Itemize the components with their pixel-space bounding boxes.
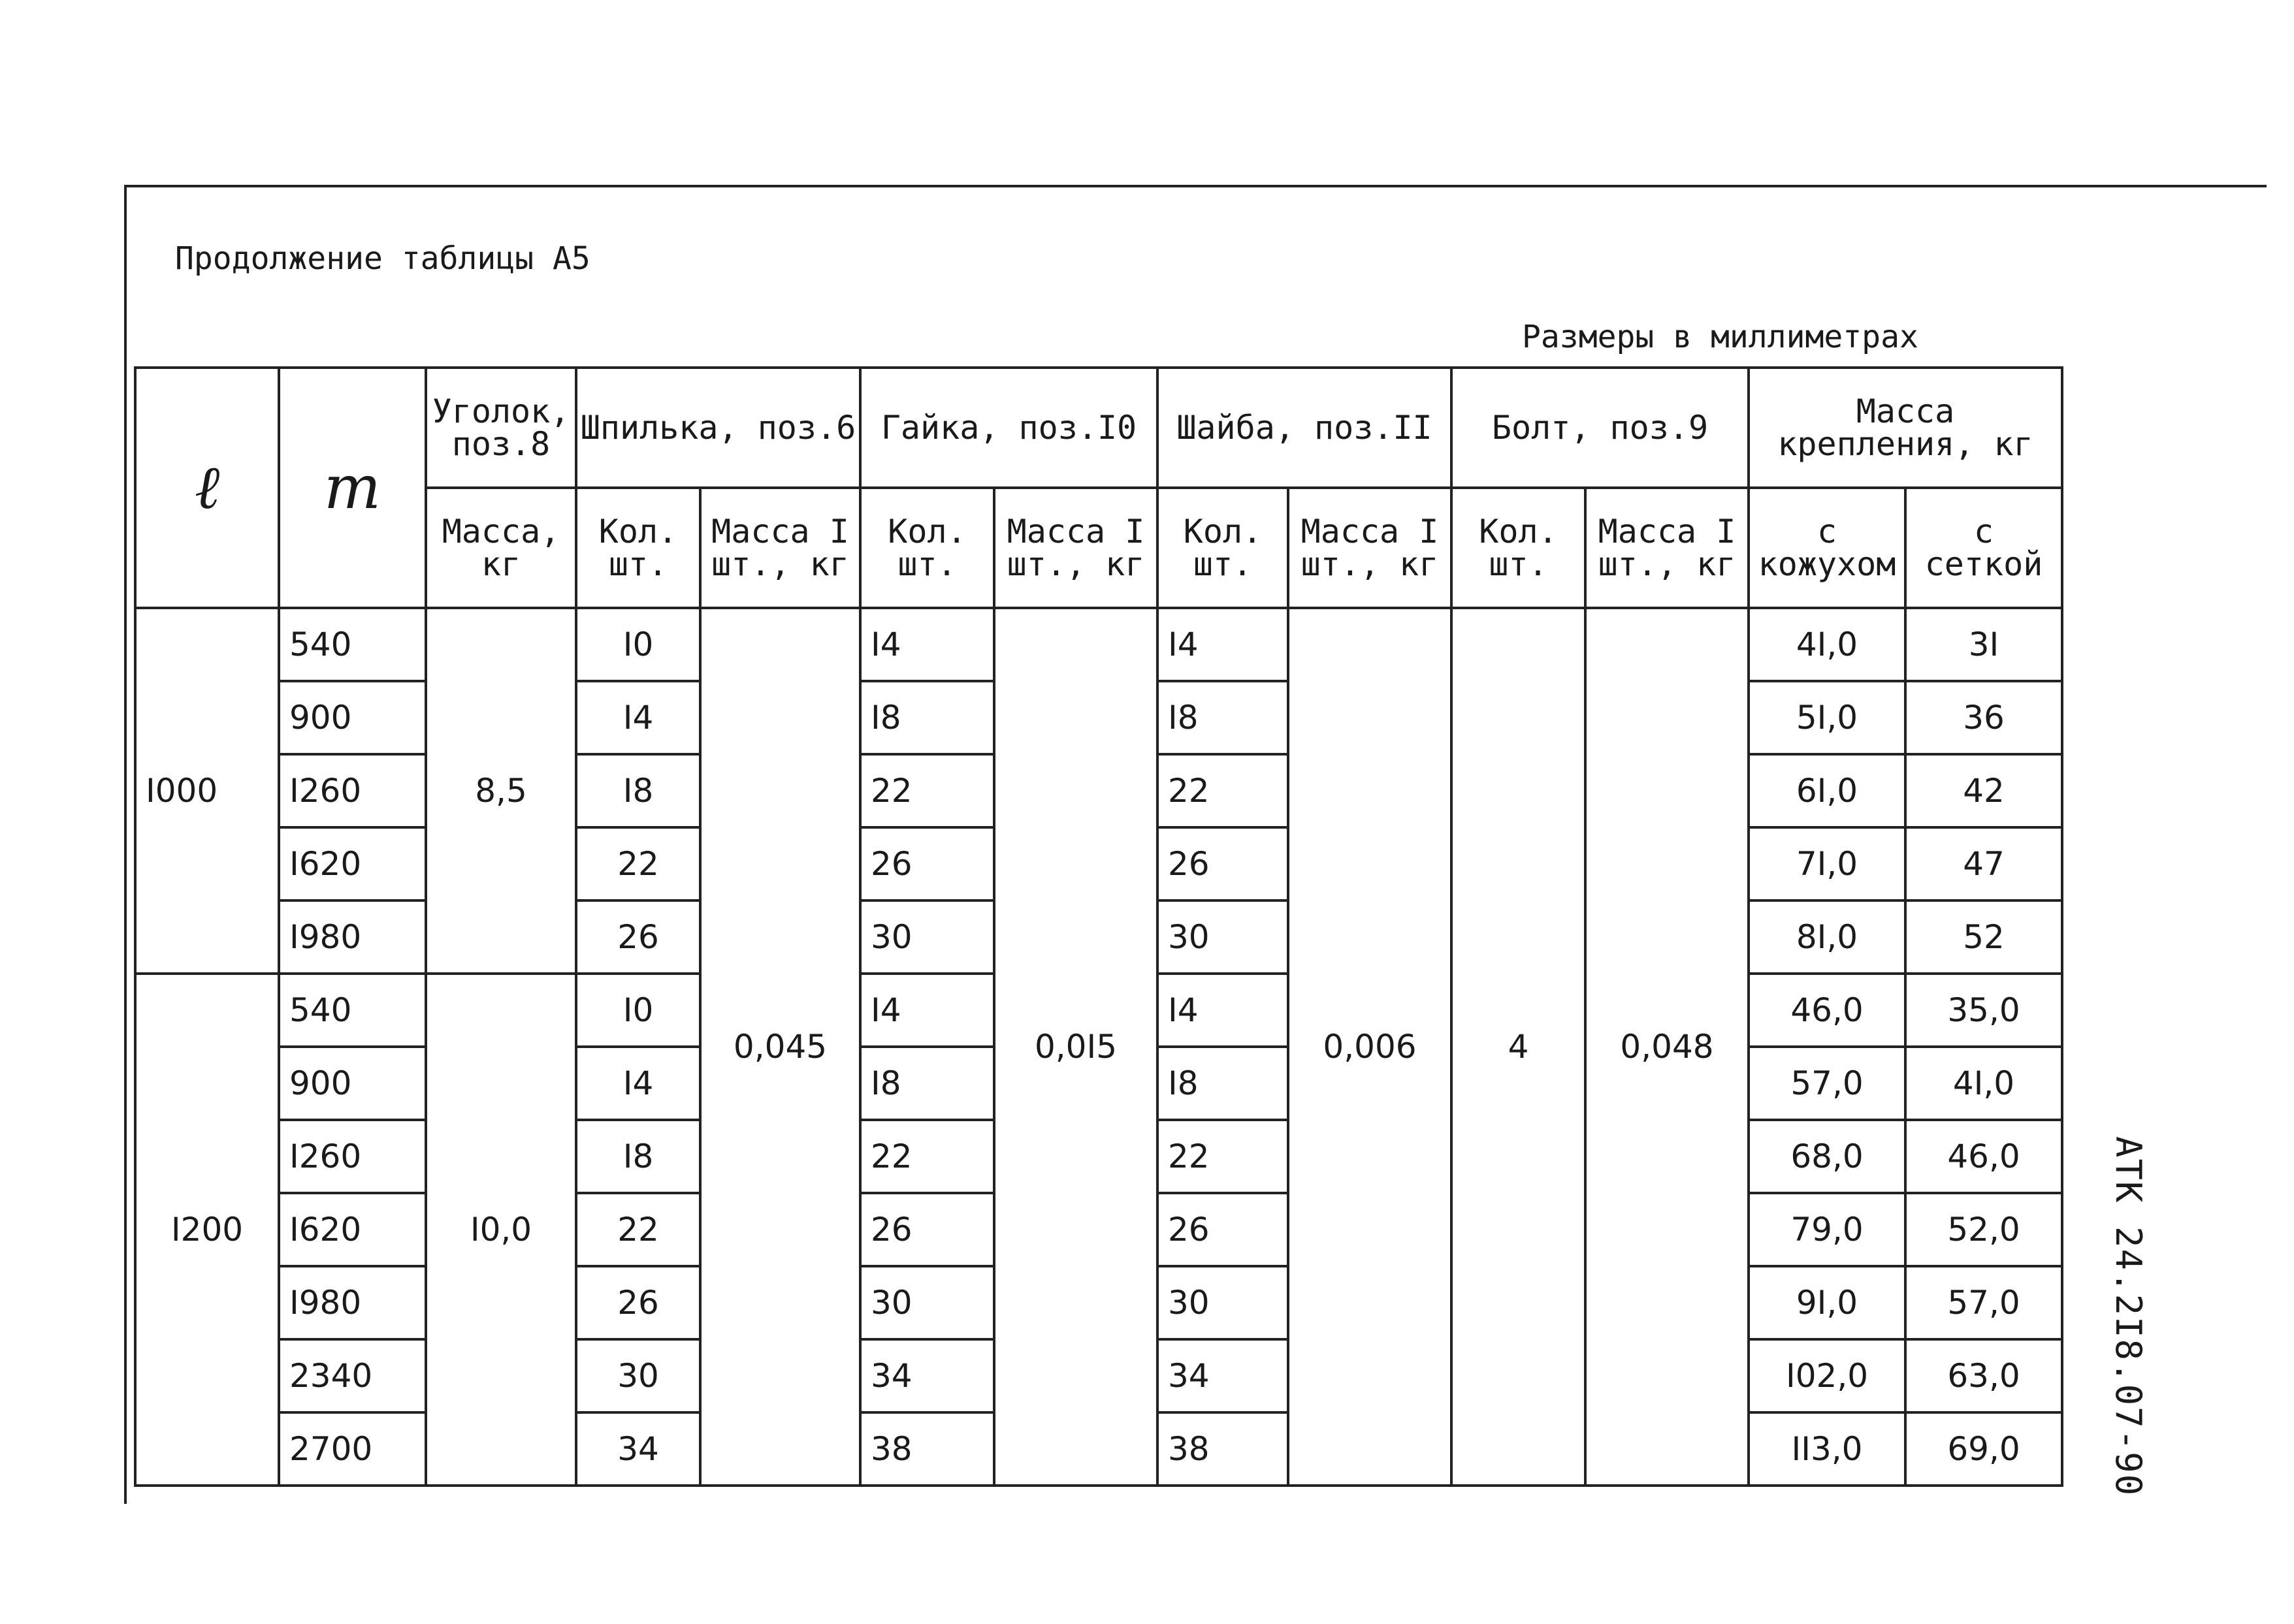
cell-shpilka-kol: 22 xyxy=(576,827,700,900)
cell-shaiba-kol: I8 xyxy=(1157,1047,1288,1120)
table-caption: Продолжение таблицы А5 xyxy=(175,240,590,277)
cell-gaika-kol: 22 xyxy=(860,1120,994,1193)
cell-shaiba-kol: 30 xyxy=(1157,900,1288,974)
cell-ugolok-massa: I0,0 xyxy=(426,974,576,1486)
cell-shpilka-kol: I0 xyxy=(576,608,700,681)
cell-m: 540 xyxy=(279,974,426,1047)
cell-shaiba-kol: I4 xyxy=(1157,608,1288,681)
cell-shpilka-kol: I4 xyxy=(576,1047,700,1120)
header-shpilka: Шпилька, поз.6 xyxy=(576,368,860,488)
cell-s-kozhuhom: 5I,0 xyxy=(1749,681,1905,754)
cell-shaiba-kol: 22 xyxy=(1157,754,1288,827)
table-row xyxy=(135,608,2062,681)
cell-gaika-kol: 38 xyxy=(860,1412,994,1486)
cell-shaiba-kol: 26 xyxy=(1157,827,1288,900)
cell-gaika-kol: I8 xyxy=(860,1047,994,1120)
cell-shaiba-kol: I4 xyxy=(1157,974,1288,1047)
cell-gaika-kol: 26 xyxy=(860,827,994,900)
cell-s-kozhuhom: 8I,0 xyxy=(1749,900,1905,974)
cell-s-setkoj: 57,0 xyxy=(1905,1266,2062,1339)
cell-s-kozhuhom: 57,0 xyxy=(1749,1047,1905,1120)
header-shaiba-massa: Масса I шт., кг xyxy=(1288,488,1451,608)
cell-m: I980 xyxy=(279,900,426,974)
cell-s-kozhuhom: 4I,0 xyxy=(1749,608,1905,681)
cell-shpilka-kol: 34 xyxy=(576,1412,700,1486)
cell-s-kozhuhom: 9I,0 xyxy=(1749,1266,1905,1339)
cell-m: 900 xyxy=(279,1047,426,1120)
cell-s-kozhuhom: II3,0 xyxy=(1749,1412,1905,1486)
cell-shaiba-massa: 0,006 xyxy=(1288,608,1451,1486)
cell-s-kozhuhom: 6I,0 xyxy=(1749,754,1905,827)
cell-gaika-kol: 26 xyxy=(860,1193,994,1266)
cell-l: I000 xyxy=(135,608,279,974)
header-gaika-kol: Кол. шт. xyxy=(860,488,994,608)
header-l: ℓ xyxy=(135,368,279,608)
cell-s-setkoj: 69,0 xyxy=(1905,1412,2062,1486)
header-bolt-kol: Кол. шт. xyxy=(1451,488,1585,608)
cell-m: 540 xyxy=(279,608,426,681)
cell-shaiba-kol: I8 xyxy=(1157,681,1288,754)
cell-shpilka-kol: I8 xyxy=(576,1120,700,1193)
cell-shpilka-kol: I4 xyxy=(576,681,700,754)
header-gaika-massa: Масса I шт., кг xyxy=(994,488,1157,608)
document-code: АТК 24.2I8.07-90 xyxy=(2108,1136,2149,1497)
cell-shaiba-kol: 22 xyxy=(1157,1120,1288,1193)
cell-shpilka-kol: 26 xyxy=(576,1266,700,1339)
cell-s-setkoj: 3I xyxy=(1905,608,2062,681)
cell-gaika-kol: I8 xyxy=(860,681,994,754)
cell-s-setkoj: 46,0 xyxy=(1905,1120,2062,1193)
header-ugolok-massa: Масса, кг xyxy=(426,488,576,608)
cell-s-setkoj: 52,0 xyxy=(1905,1193,2062,1266)
cell-gaika-kol: 30 xyxy=(860,900,994,974)
cell-m: I260 xyxy=(279,1120,426,1193)
cell-s-setkoj: 4I,0 xyxy=(1905,1047,2062,1120)
cell-ugolok-massa: 8,5 xyxy=(426,608,576,974)
cell-m: 2340 xyxy=(279,1339,426,1412)
cell-s-setkoj: 47 xyxy=(1905,827,2062,900)
header-bolt: Болт, поз.9 xyxy=(1451,368,1749,488)
cell-shpilka-kol: 22 xyxy=(576,1193,700,1266)
header-gaika: Гайка, поз.I0 xyxy=(860,368,1157,488)
header-s-kozhuhom: с кожухом xyxy=(1749,488,1905,608)
cell-s-setkoj: 42 xyxy=(1905,754,2062,827)
cell-bolt-kol: 4 xyxy=(1451,608,1585,1486)
cell-shpilka-kol: I0 xyxy=(576,974,700,1047)
frame-top-border xyxy=(124,185,2267,187)
cell-l: I200 xyxy=(135,974,279,1486)
cell-gaika-massa: 0,0I5 xyxy=(994,608,1157,1486)
cell-s-kozhuhom: I02,0 xyxy=(1749,1339,1905,1412)
cell-shaiba-kol: 26 xyxy=(1157,1193,1288,1266)
cell-m: I980 xyxy=(279,1266,426,1339)
header-m: m xyxy=(279,368,426,608)
cell-gaika-kol: 22 xyxy=(860,754,994,827)
cell-s-setkoj: 36 xyxy=(1905,681,2062,754)
cell-m: 900 xyxy=(279,681,426,754)
header-shpilka-kol: Кол. шт. xyxy=(576,488,700,608)
cell-m: 2700 xyxy=(279,1412,426,1486)
header-bolt-massa: Масса I шт., кг xyxy=(1585,488,1749,608)
frame-left-border xyxy=(124,185,127,1504)
cell-s-setkoj: 35,0 xyxy=(1905,974,2062,1047)
cell-gaika-kol: 30 xyxy=(860,1266,994,1339)
header-ugolok: Уголок, поз.8 xyxy=(426,368,576,488)
cell-shpilka-kol: 30 xyxy=(576,1339,700,1412)
cell-s-setkoj: 63,0 xyxy=(1905,1339,2062,1412)
units-note: Размеры в миллиметрах xyxy=(1522,319,1918,355)
cell-shpilka-massa: 0,045 xyxy=(700,608,860,1486)
cell-m: I620 xyxy=(279,827,426,900)
cell-shpilka-kol: I8 xyxy=(576,754,700,827)
cell-s-kozhuhom: 46,0 xyxy=(1749,974,1905,1047)
cell-s-setkoj: 52 xyxy=(1905,900,2062,974)
cell-shaiba-kol: 34 xyxy=(1157,1339,1288,1412)
header-massa-krepleniya: Масса крепления, кг xyxy=(1749,368,2062,488)
cell-gaika-kol: I4 xyxy=(860,974,994,1047)
cell-gaika-kol: 34 xyxy=(860,1339,994,1412)
cell-gaika-kol: I4 xyxy=(860,608,994,681)
cell-m: I260 xyxy=(279,754,426,827)
header-shaiba-kol: Кол. шт. xyxy=(1157,488,1288,608)
cell-m: I620 xyxy=(279,1193,426,1266)
cell-s-kozhuhom: 68,0 xyxy=(1749,1120,1905,1193)
cell-shpilka-kol: 26 xyxy=(576,900,700,974)
spec-table xyxy=(134,366,2063,1487)
header-shpilka-massa: Масса I шт., кг xyxy=(700,488,860,608)
cell-s-kozhuhom: 79,0 xyxy=(1749,1193,1905,1266)
cell-bolt-massa: 0,048 xyxy=(1585,608,1749,1486)
cell-s-kozhuhom: 7I,0 xyxy=(1749,827,1905,900)
cell-shaiba-kol: 30 xyxy=(1157,1266,1288,1339)
header-s-setkoj: с сеткой xyxy=(1905,488,2062,608)
cell-shaiba-kol: 38 xyxy=(1157,1412,1288,1486)
header-shaiba: Шайба, поз.II xyxy=(1157,368,1451,488)
